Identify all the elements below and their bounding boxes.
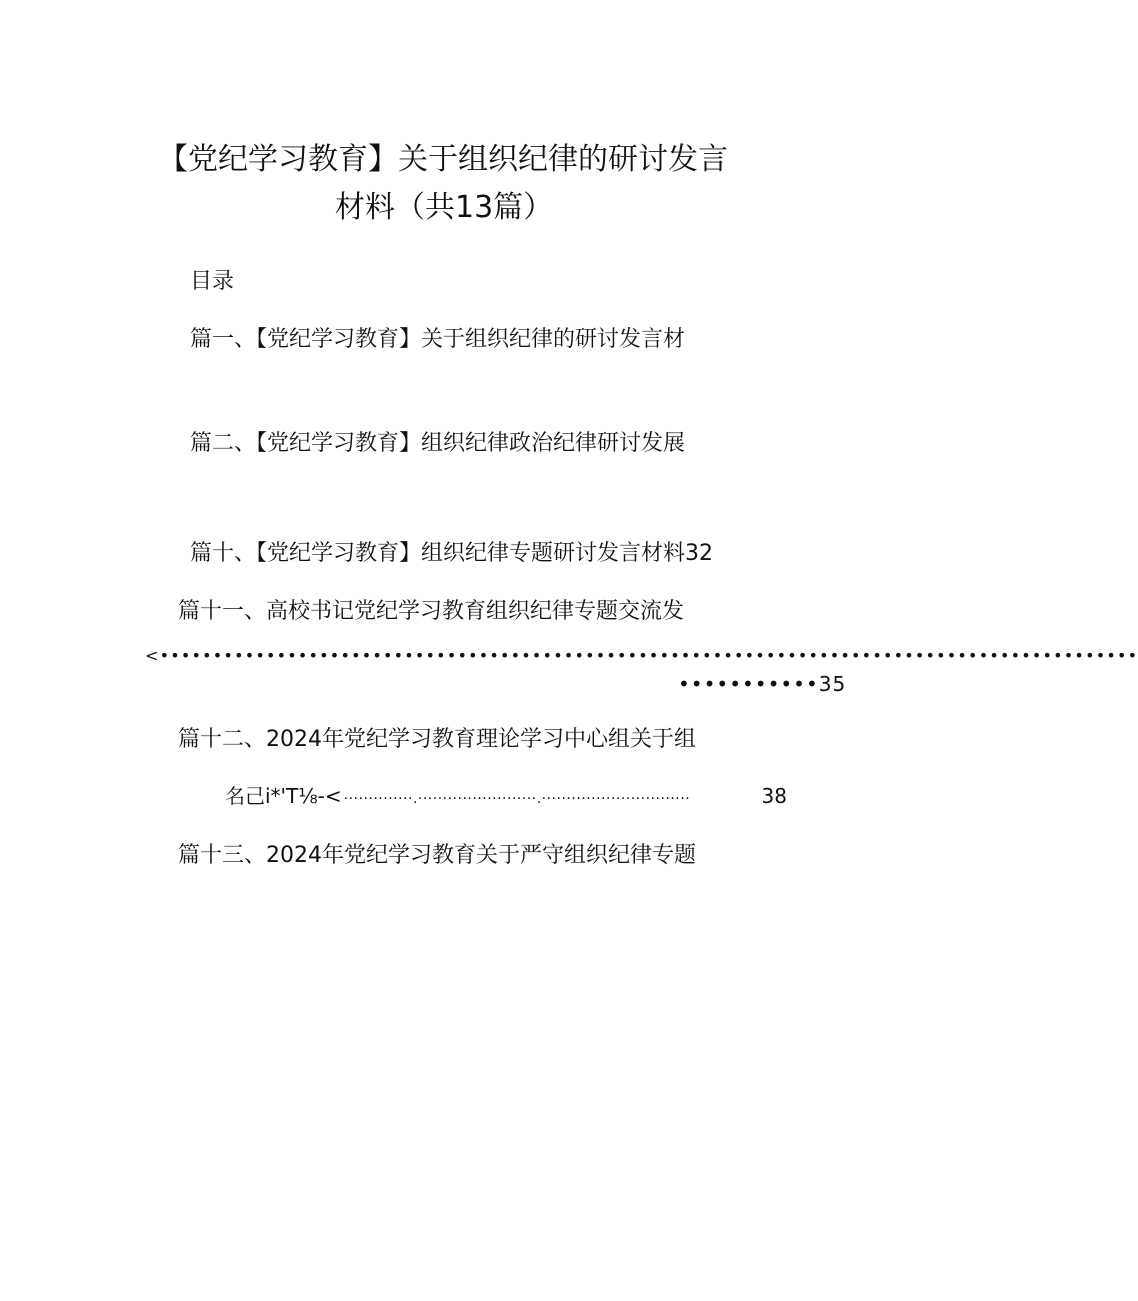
toc-entry-12-cont-text: 名己i*'T⅛-< [225,784,342,808]
toc-entry-1[interactable]: 篇一、【党纪学习教育】关于组织纪律的研讨发言材 [190,327,686,352]
toc-heading: 目录 [190,269,235,294]
toc-entry-12[interactable]: 篇十二、2024年党纪学习教育理论学习中心组关于组 [178,727,696,752]
toc-entry-11-leader: <•••••••••••••••••••••••••••••••••••••••••••••••••••••••••••••••••••••••••••••••••••••••••••• [145,646,1138,665]
toc-entry-12-page-number: 38 [761,784,787,808]
toc-entry-11[interactable]: 篇十一、高校书记党纪学习教育组织纪律专题交流发 [178,599,685,624]
toc-entry-12-continuation [225,780,787,809]
toc-entry-2[interactable]: 篇二、【党纪学习教育】组织纪律政治纪律研讨发展 [190,431,686,456]
document-title-line-1: 【党纪学习教育】关于组织纪律的研讨发言 [158,142,728,177]
toc-entry-12-leader: ··············.························.······························ [343,791,691,807]
toc-entry-13[interactable]: 篇十三、2024年党纪学习教育关于严守组织纪律专题 [178,843,696,868]
toc-entry-11-page-number: •••••••••••35 [678,672,847,696]
document-title-line-2: 材料（共13篇） [335,190,554,225]
toc-entry-10[interactable]: 篇十、【党纪学习教育】组织纪律专题研讨发言材料32 [190,541,713,566]
